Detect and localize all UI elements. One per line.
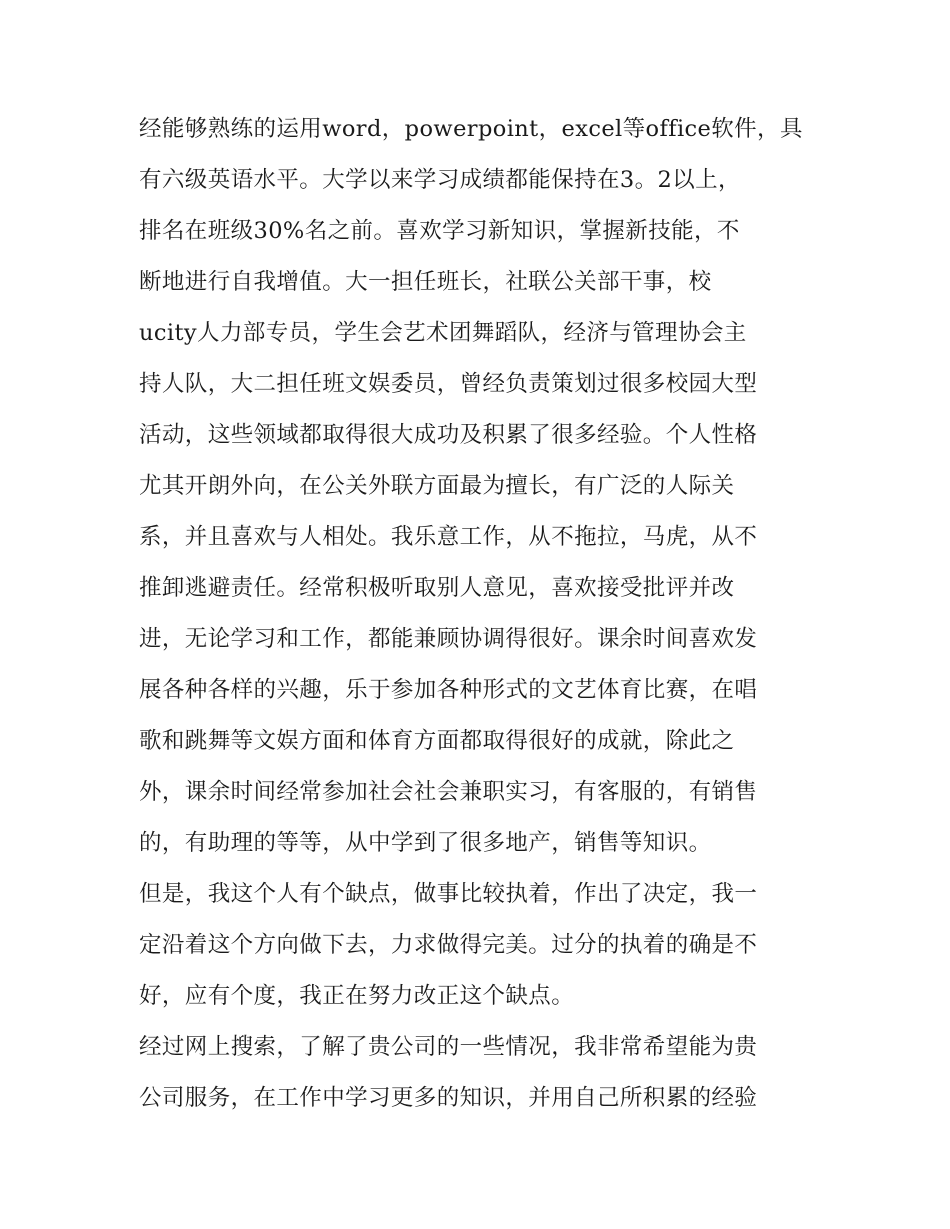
text-line-2: 有六级英语水平。大学以来学习成绩都能保持在3。2以上，	[139, 167, 741, 193]
text-line-3: 排名在班级30%名之前。喜欢学习新知识，掌握新技能，不	[139, 218, 740, 244]
text-line-10: 推卸逃避责任。经常积极听取别人意见，喜欢接受批评并改	[139, 575, 735, 601]
text-line-8: 尤其开朗外向，在公关外联方面最为擅长，有广泛的人际关	[139, 473, 735, 499]
text-line-4: 断地进行自我增值。大一担任班长，社联公关部干事，校	[139, 269, 712, 295]
text-line-12: 展各种各样的兴趣，乐于参加各种形式的文艺体育比赛，在唱	[139, 677, 758, 703]
text-line-6: 持人队，大二担任班文娱委员，曾经负责策划过很多校园大型	[139, 371, 758, 397]
text-line-15: 的，有助理的等等，从中学到了很多地产，销售等知识。	[139, 830, 712, 856]
text-line-16: 但是，我这个人有个缺点，做事比较执着，作出了决定，我一	[139, 881, 758, 907]
text-line-20: 公司服务，在工作中学习更多的知识，并用自己所积累的经验	[139, 1085, 758, 1111]
text-line-11: 进，无论学习和工作，都能兼顾协调得很好。课余时间喜欢发	[139, 626, 758, 652]
text-line-7: 活动，这些领域都取得很大成功及积累了很多经验。个人性格	[139, 422, 758, 448]
text-line-9: 系，并且喜欢与人相处。我乐意工作，从不拖拉，马虎，从不	[139, 524, 758, 550]
text-line-17: 定沿着这个方向做下去，力求做得完美。过分的执着的确是不	[139, 932, 758, 958]
text-line-14: 外，课余时间经常参加社会社会兼职实习，有客服的，有销售	[139, 779, 758, 805]
document-body	[139, 104, 819, 1124]
text-line-19: 经过网上搜索，了解了贵公司的一些情况，我非常希望能为贵	[139, 1034, 758, 1060]
text-line-13: 歌和跳舞等文娱方面和体育方面都取得很好的成就，除此之	[139, 728, 735, 754]
text-line-1: 经能够熟练的运用word，powerpoint，excel等office软件，具	[139, 116, 803, 142]
text-line-5: ucity人力部专员，学生会艺术团舞蹈队，经济与管理协会主	[139, 320, 747, 346]
text-line-18: 好，应有个度，我正在努力改正这个缺点。	[139, 983, 575, 1009]
